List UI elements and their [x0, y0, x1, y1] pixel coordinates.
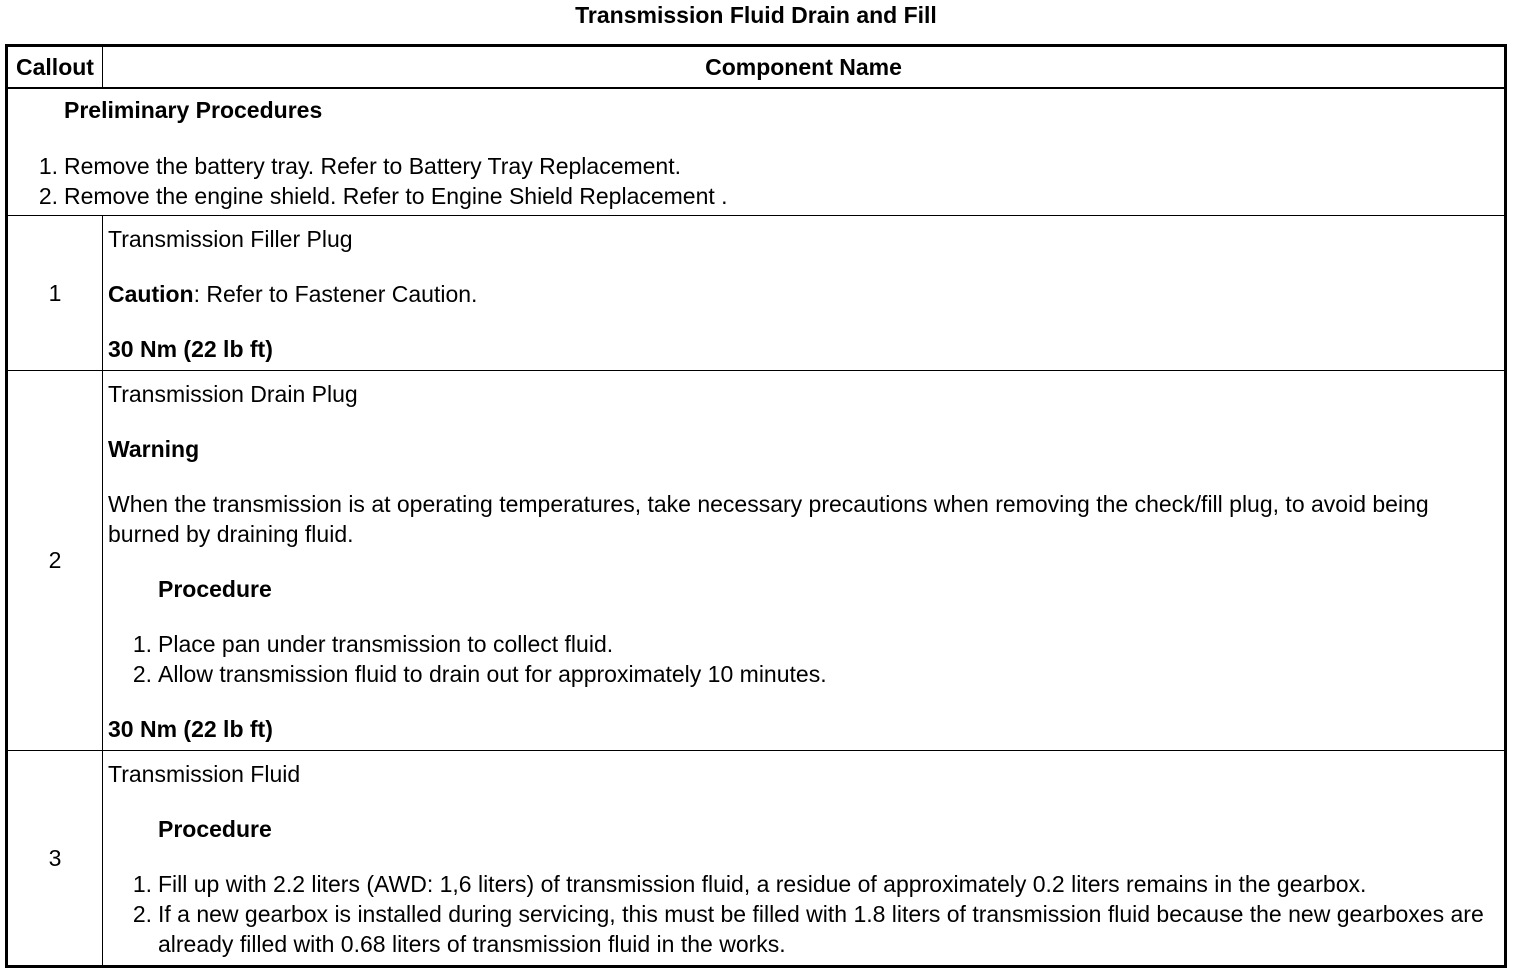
- list-item: [108, 899, 1498, 959]
- component-name: Transmission Drain Plug: [108, 381, 358, 407]
- preliminary-cell: [7, 88, 1506, 216]
- caution-text: : Refer to Fastener Caution.: [193, 281, 478, 307]
- warning-text: When the transmission is at operating temperatures, take necessary precautions when removing the check/fill plug, to avoid being burned by draining fluid.: [108, 491, 1429, 547]
- procedure-heading: Procedure: [158, 576, 272, 602]
- step-text: Allow transmission fluid to drain out for approximately 10 minutes.: [158, 661, 827, 687]
- preliminary-steps: [8, 151, 1504, 211]
- header-callout: Callout: [7, 46, 103, 89]
- warning-label: Warning: [108, 436, 200, 462]
- procedure-steps: [108, 869, 1498, 959]
- caution-label: Caution: [108, 281, 194, 307]
- preliminary-row: [7, 88, 1506, 216]
- component-cell: [103, 371, 1506, 751]
- list-item: [8, 151, 1504, 181]
- component-name: Transmission Fluid: [108, 761, 301, 787]
- torque-spec: 30 Nm (22 lb ft): [108, 716, 273, 742]
- table-header-row: [7, 46, 1506, 89]
- callout-number: 3: [7, 751, 103, 967]
- step-number: 2.: [132, 661, 152, 687]
- header-component-name: Component Name: [103, 46, 1506, 89]
- callout-number: 1: [7, 216, 103, 371]
- list-item: [8, 181, 1504, 211]
- list-item: [108, 869, 1498, 899]
- step-text: Remove the battery tray. Refer to Battery Tray Replacement.: [64, 153, 682, 179]
- step-number: 1.: [132, 631, 152, 657]
- caution-line: [108, 279, 1498, 309]
- step-text: If a new gearbox is installed during servicing, this must be filled with 1.8 liters of transmission fluid because the new gearboxes are already filled with 0.68 liters of transmission fluid in the works.: [158, 901, 1484, 957]
- component-name: Transmission Filler Plug: [108, 226, 353, 252]
- step-text: Remove the engine shield. Refer to Engine Shield Replacement .: [64, 183, 728, 209]
- procedure-steps: [108, 629, 1498, 689]
- component-cell: [103, 216, 1506, 371]
- step-number: 1.: [38, 153, 58, 179]
- page-title: Transmission Fluid Drain and Fill: [575, 2, 937, 28]
- callout-number: 2: [7, 371, 103, 751]
- table-row: [7, 216, 1506, 371]
- table-row: [7, 751, 1506, 967]
- table-row: [7, 371, 1506, 751]
- procedure-table: [5, 44, 1507, 968]
- list-item: [108, 629, 1498, 659]
- component-cell: [103, 751, 1506, 967]
- torque-spec: 30 Nm (22 lb ft): [108, 336, 273, 362]
- step-text: Place pan under transmission to collect fluid.: [158, 631, 614, 657]
- list-item: [108, 659, 1498, 689]
- step-text: Fill up with 2.2 liters (AWD: 1,6 liters) of transmission fluid, a residue of approximately 0.2 liters remains in the gearbox.: [158, 871, 1367, 897]
- step-number: 1.: [132, 871, 152, 897]
- step-number: 2.: [38, 183, 58, 209]
- preliminary-heading: Preliminary Procedures: [64, 97, 323, 123]
- procedure-heading: Procedure: [158, 816, 272, 842]
- step-number: 2.: [132, 901, 152, 927]
